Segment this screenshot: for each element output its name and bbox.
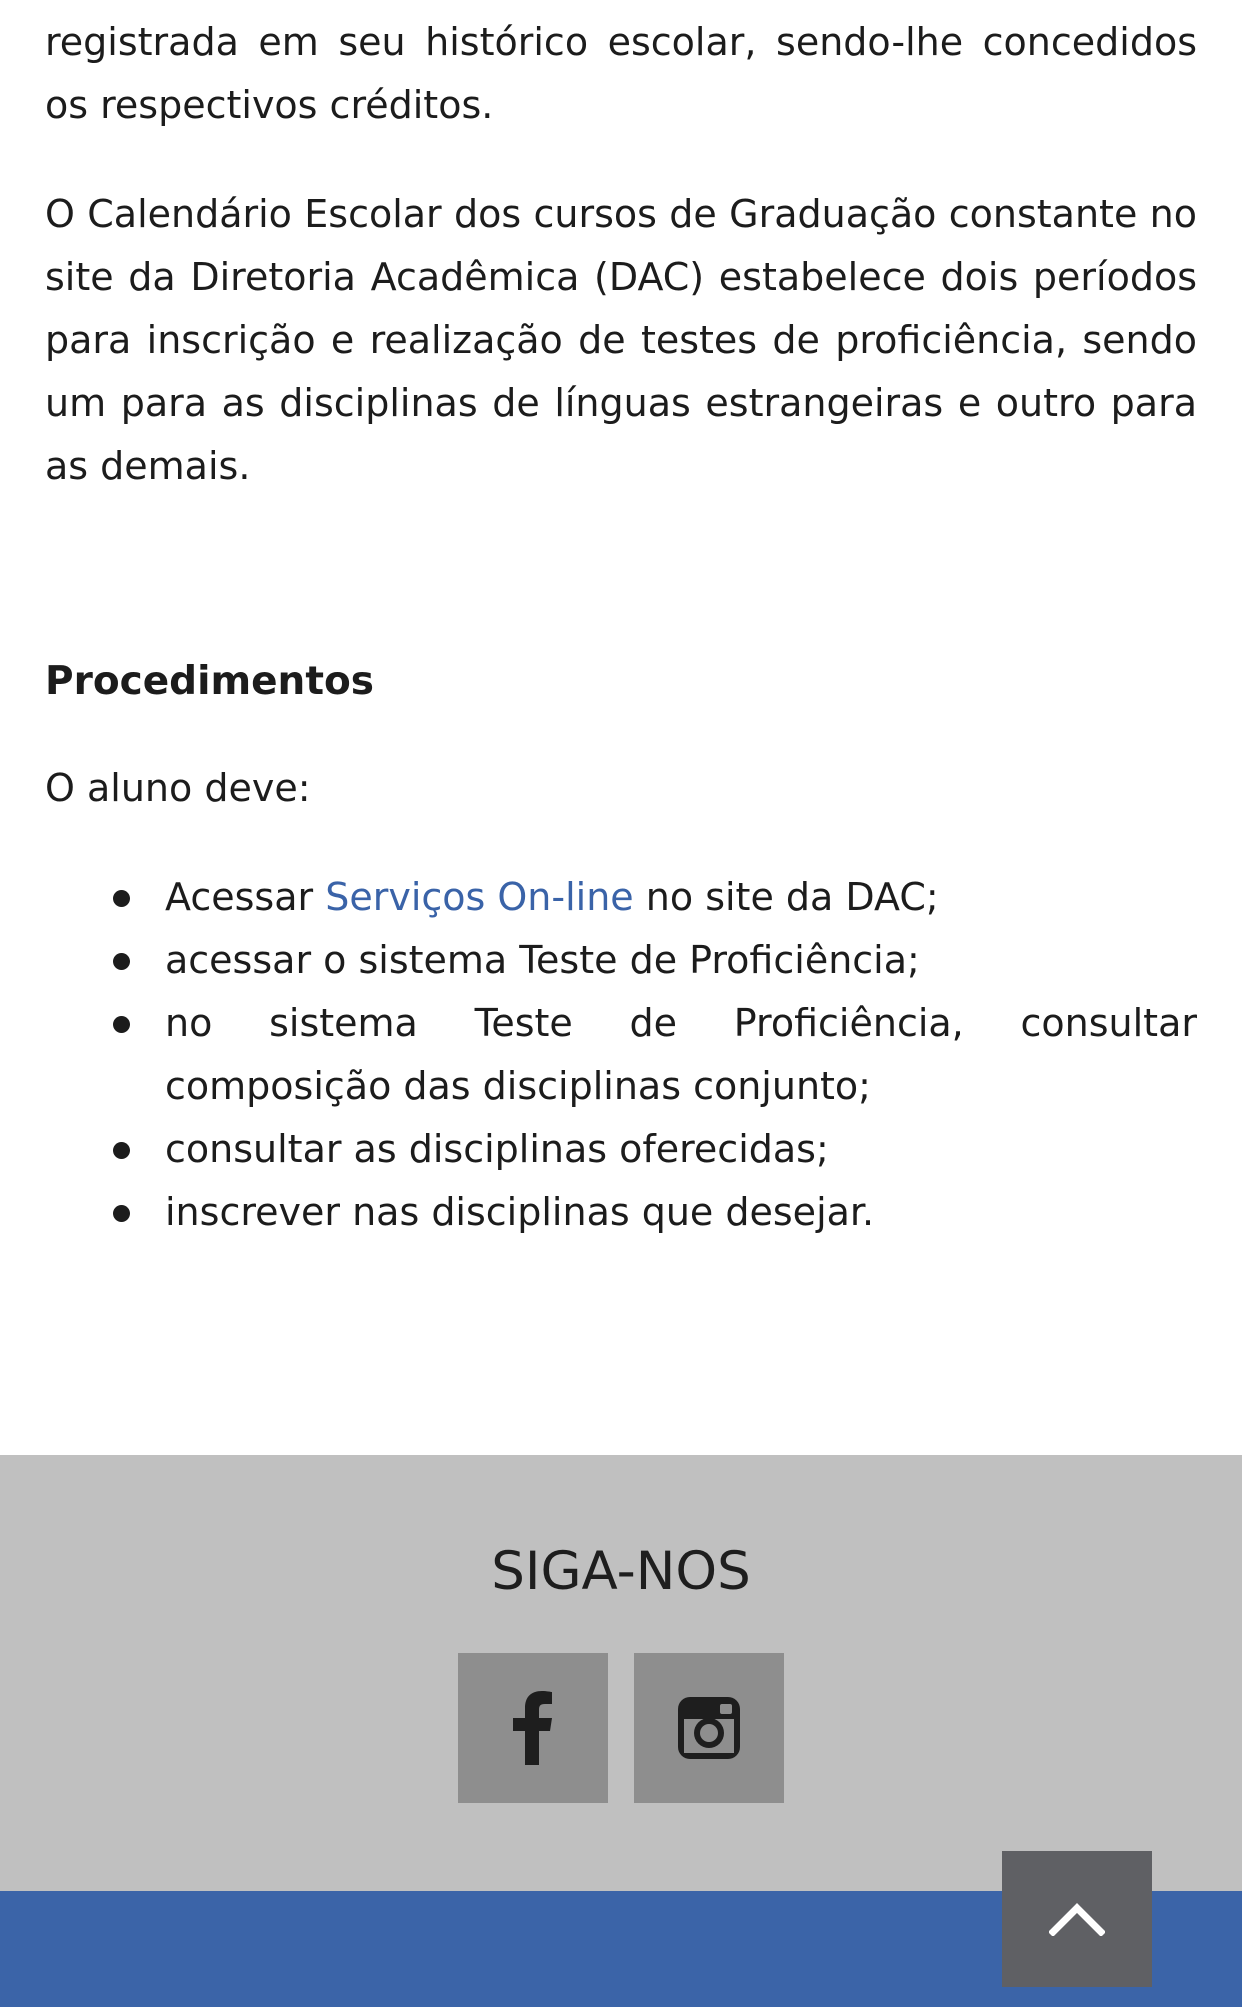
procedure-list — [45, 866, 1197, 1244]
list-item — [45, 1118, 1197, 1181]
step-text: no sistema Teste de Proficiência, consultar composição das disciplinas conjunto; — [165, 1001, 1197, 1108]
bullet-icon — [113, 1205, 130, 1222]
footer — [0, 1455, 1242, 1891]
facebook-button[interactable] — [458, 1653, 608, 1803]
list-item — [45, 866, 1197, 929]
step-text: acessar o sistema Teste de Proficiência; — [165, 938, 920, 982]
bullet-icon — [113, 890, 130, 907]
instagram-button[interactable] — [634, 1653, 784, 1803]
section-heading-procedimentos: Procedimentos — [45, 659, 374, 704]
bullet-icon — [113, 1142, 130, 1159]
bullet-icon — [113, 1016, 130, 1033]
paragraph-calendar: O Calendário Escolar dos cursos de Graduação constante no site da Diretoria Acadêmica (DAC) estabelece dois períodos para inscrição e realização de testes de proficiência, sendo um para as disciplinas de línguas estrangeiras e outro para as demais. — [45, 192, 1197, 488]
list-item — [45, 1181, 1197, 1244]
back-to-top-button[interactable] — [1002, 1851, 1152, 1987]
step-text: no site da DAC; — [645, 875, 939, 919]
step-text: consultar as disciplinas oferecidas; — [165, 1127, 829, 1171]
facebook-icon — [513, 1691, 553, 1765]
paragraph-credits: registrada em seu histórico escolar, sendo-lhe concedidos os respectivos créditos. — [45, 20, 1197, 127]
step-text: inscrever nas disciplinas que desejar. — [165, 1190, 875, 1234]
chevron-up-icon — [1049, 1902, 1105, 1936]
footer-title: SIGA-NOS — [491, 1541, 751, 1602]
instagram-icon — [678, 1697, 740, 1759]
bullet-icon — [113, 953, 130, 970]
list-item — [45, 929, 1197, 992]
list-item — [45, 992, 1197, 1118]
intro-text: O aluno deve: — [45, 766, 311, 810]
servicos-online-link[interactable]: Serviços On-line — [325, 875, 634, 919]
step-text: Acessar — [165, 875, 314, 919]
